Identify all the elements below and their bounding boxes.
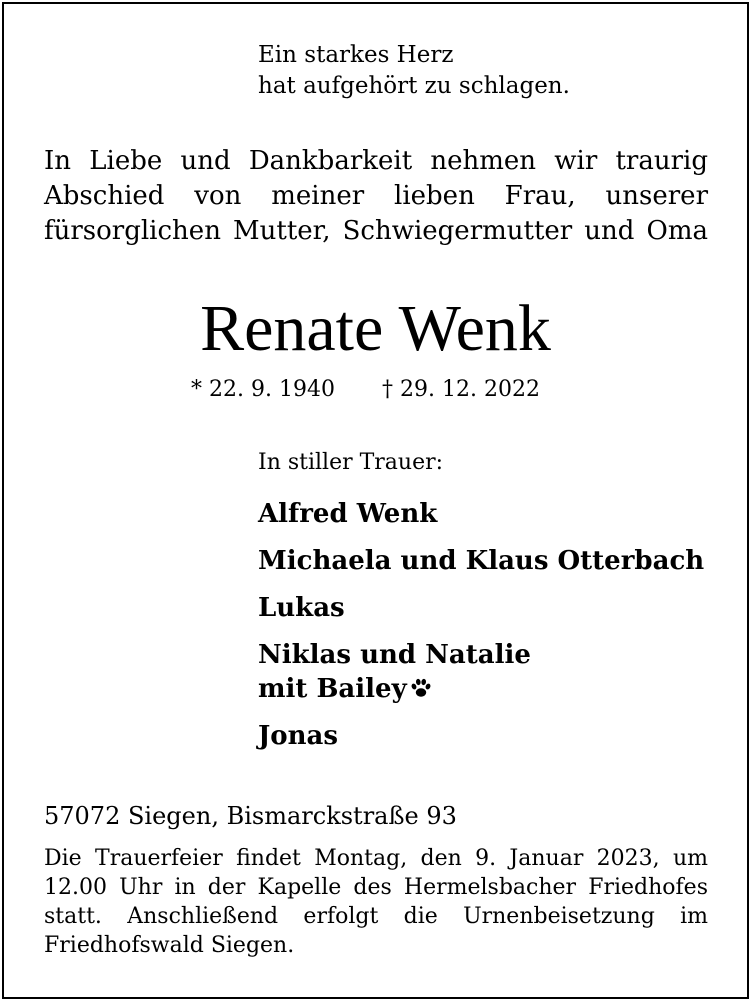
intro-line: fürsorglichen Mutter, Schwiegermutter und Oma <box>44 216 708 246</box>
death-date: † 29. 12. 2022 <box>382 377 540 402</box>
service-line: Die Trauerfeier findet Montag, den 9. Januar 2023, um <box>44 846 708 871</box>
deceased-name: Renate Wenk <box>200 292 551 365</box>
mourner-group <box>258 638 704 706</box>
mourner-name: Michaela und Klaus Otterbach <box>258 546 705 576</box>
service-line: 12.00 Uhr in der Kapelle des Hermelsbacher Friedhofes <box>44 875 708 900</box>
mourner-name: Alfred Wenk <box>258 499 438 529</box>
motto-line: Ein starkes Herz <box>258 42 454 68</box>
mourner-name: Lukas <box>258 593 345 623</box>
mourner-pet-line <box>258 672 704 706</box>
mourner-list <box>258 497 704 766</box>
obituary-notice <box>2 2 749 999</box>
intro-line: In Liebe und Dankbarkeit nehmen wir traurig <box>44 146 708 176</box>
mourning-label: In stiller Trauer: <box>258 450 444 475</box>
funeral-service-info <box>44 844 708 960</box>
paw-icon <box>409 675 433 699</box>
family-address: 57072 Siegen, Bismarckstraße 93 <box>44 802 457 830</box>
mourner-name: Jonas <box>258 721 339 751</box>
motto-line: hat aufgehört zu schlagen. <box>258 73 570 99</box>
service-line: Friedhofswald Siegen. <box>44 933 295 958</box>
service-line: statt. Anschließend erfolgt die Urnenbeisetzung im <box>44 904 708 929</box>
mourner-name: Niklas und Natalie <box>258 640 531 670</box>
birth-date: * 22. 9. 1940 <box>191 377 335 402</box>
mourner-name: mit Bailey <box>258 674 407 704</box>
motto <box>258 40 570 102</box>
intro-text <box>44 144 708 249</box>
intro-line: Abschied von meiner lieben Frau, unserer <box>44 181 708 211</box>
